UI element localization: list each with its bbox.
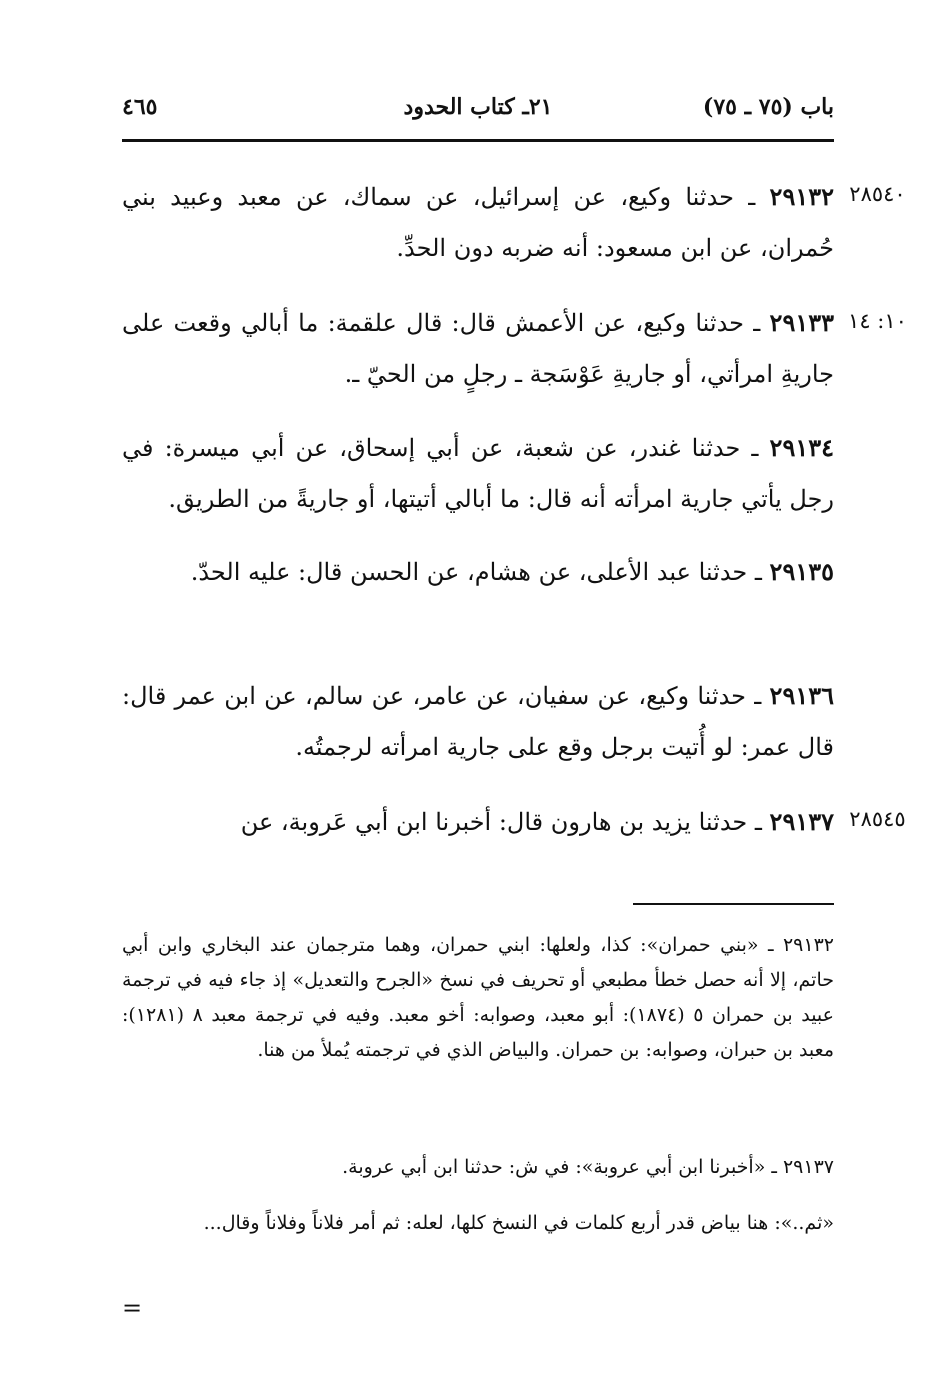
hadith-entry	[122, 297, 834, 400]
hadith-number: ٢٩١٣٧	[769, 807, 834, 836]
hadith-text: ـ حدثنا غندر، عن شعبة، عن أبي إسحاق، عن أبي ميسرة: في رجل يأتي جارية امرأته أنه قال: ما أبالي أتيتها، أو جاريةً من الطريق.	[122, 434, 834, 513]
footnote: ٢٩١٣٧ ـ «أخبرنا ابن أبي عروبة»: في ش: حدثنا ابن أبي عروبة.	[342, 1156, 834, 1178]
hadith-text: ـ حدثنا وكيع، عن الأعمش قال: قال علقمة: ما أبالي وقعت على جاريةِ امرأتي، أو جاريةِ عَوْسَجة ـ رجلٍ من الحيّ ـ.	[122, 309, 834, 388]
hadith-text: ـ حدثنا عبد الأعلى، عن هشام، عن الحسن قال: عليه الحدّ.	[190, 558, 770, 586]
footnote: «ثم..»: هنا بياض قدر أربع كلمات في النسخ كلها، لعله: ثم أمر فلاناً وفلاناً وقال...	[203, 1212, 834, 1234]
hadith-number: ٢٩١٣٣	[769, 308, 834, 337]
hadith-entry	[122, 422, 834, 525]
hadith-text: ـ حدثنا وكيع، عن إسرائيل، عن سماك، عن معبد وعبيد بني حُمران، عن ابن مسعود: أنه ضربه دون الحدِّ.	[122, 183, 834, 262]
margin-note: ٢٨٥٤٥	[849, 807, 906, 831]
book-title: ٢١ـ كتاب الحدود	[403, 94, 553, 120]
header-rule	[122, 139, 834, 142]
hadith-entry	[122, 670, 834, 773]
hadith-entry	[122, 546, 834, 598]
continuation-mark: =	[122, 1294, 143, 1322]
footnote: ٢٩١٣٢ ـ «بني حمران»: كذا، ولعلها: ابني حمران، وهما مترجمان عند البخاري وابن أبي حاتم، إلا أنه حصل خطأ مطبعي أو تحريف في نسخ «الجرح والتعديل» إذ جاء فيه في ترجمة عبيد بن حمران ٥ (١٨٧٤): أبو معبد، وصوابه: أخو معبد. وفيه في ترجمة معبد ٨ (١٢٨١): معبد بن حبران، وصوابه: بن حمران. والبياض الذي في ترجمته يُملأ من هنا.	[122, 934, 834, 1061]
page-header	[122, 94, 834, 130]
margin-note: ١٠: ١٤	[848, 309, 907, 333]
hadith-text: ـ حدثنا وكيع، عن سفيان، عن عامر، عن سالم، عن ابن عمر قال: قال عمر: لو أُتيت برجل وقع على جارية امرأته لرجمتُه.	[122, 682, 834, 761]
chapter-title: باب (٧٥ ـ ٧٥)	[702, 94, 834, 120]
hadith-number: ٢٩١٣٤	[769, 433, 834, 462]
hadith-number: ٢٩١٣٥	[769, 557, 834, 586]
hadith-entry	[122, 171, 834, 274]
hadith-number: ٢٩١٣٢	[769, 182, 834, 211]
hadith-entry	[122, 796, 834, 848]
hadith-number: ٢٩١٣٦	[769, 681, 834, 710]
footnote-rule	[633, 903, 834, 905]
margin-note: ٢٨٥٤٠	[849, 182, 906, 206]
hadith-text: ـ حدثنا يزيد بن هارون قال: أخبرنا ابن أبي عَروبة، عن	[240, 808, 770, 836]
page-number: ٤٦٥	[122, 94, 158, 120]
